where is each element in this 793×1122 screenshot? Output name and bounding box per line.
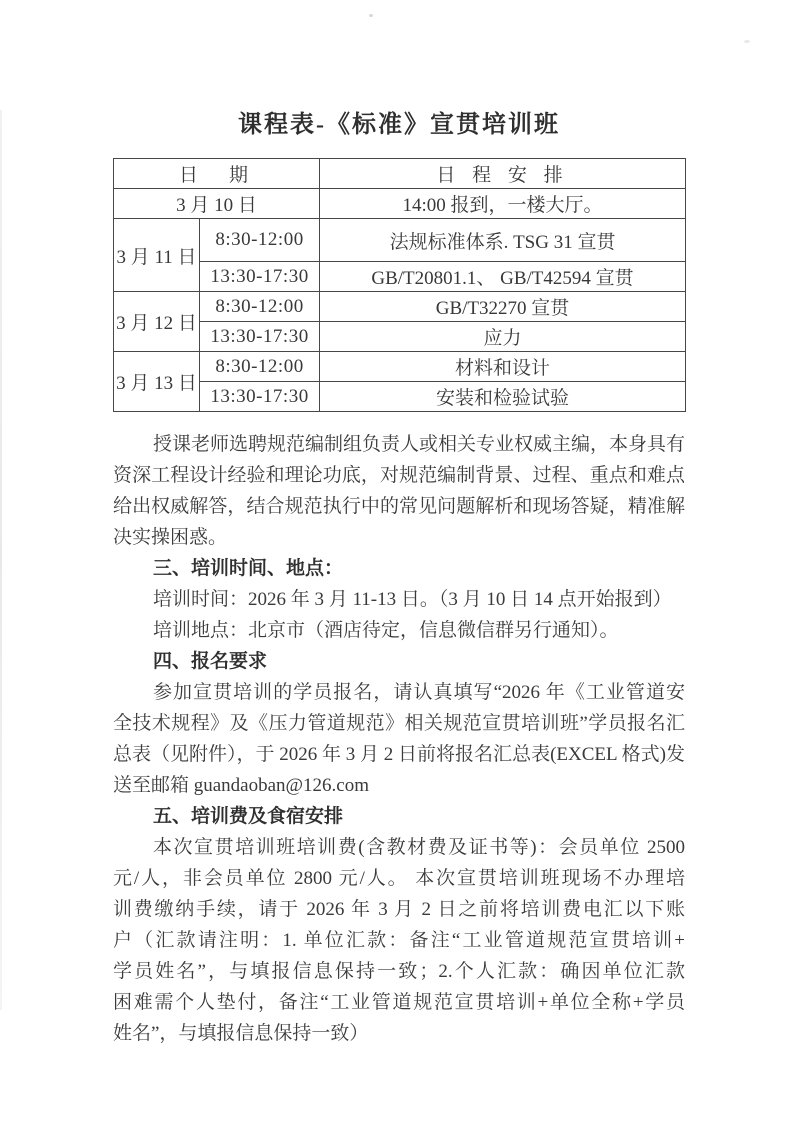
fees-line: 元/人，非会员单位 2800 元/人。 本次宣贯培训班现场不办理培 bbox=[113, 868, 685, 889]
fees-line: 户（汇款请注明：1. 单位汇款：备注“工业管道规范宣贯培训+ bbox=[113, 930, 685, 951]
session-time: 13:30-17:30 bbox=[200, 382, 320, 412]
session-time: 13:30-17:30 bbox=[200, 322, 320, 352]
training-place-line: 培训地点：北京市（酒店待定，信息微信群另行通知）。 bbox=[153, 620, 619, 641]
intro-line: 给出权威解答，结合规范执行中的常见问题解析和现场答疑，精准解 bbox=[113, 496, 685, 517]
fees-line: 训费缴纳手续，请于 2026 年 3 月 2 日之前将培训费电汇以下账 bbox=[113, 899, 685, 920]
fees-line: 困难需个人垫付，备注“工业管道规范宣贯培训+单位全称+学员 bbox=[113, 992, 685, 1013]
session-content: 材料和设计 bbox=[320, 352, 686, 382]
table-row bbox=[114, 189, 686, 219]
day-date: 3 月 11 日 bbox=[114, 219, 200, 292]
fees-line: 本次宣贯培训班培训费(含教材费及证书等)：会员单位 2500 bbox=[153, 837, 685, 858]
session-time: 8:30-12:00 bbox=[200, 219, 320, 262]
table-header-row bbox=[114, 159, 686, 189]
session-time: 8:30-12:00 bbox=[200, 352, 320, 382]
scan-speck bbox=[369, 14, 373, 17]
table-row bbox=[114, 352, 686, 382]
arrival-content: 14:00 报到，一楼大厅。 bbox=[320, 189, 686, 219]
header-agenda: 日 程 安 排 bbox=[320, 159, 686, 189]
intro-line: 决实操困惑。 bbox=[113, 527, 228, 548]
session-content: GB/T20801.1、 GB/T42594 宣贯 bbox=[320, 262, 686, 292]
table-row bbox=[114, 322, 686, 352]
registration-line: 参加宣贯培训的学员报名，请认真填写“2026 年《工业管道安 bbox=[153, 682, 685, 703]
registration-line: 总表（见附件），于 2026 年 3 月 2 日前将报名汇总表(EXCEL 格式)发 bbox=[113, 744, 685, 765]
arrival-date: 3 月 10 日 bbox=[114, 189, 320, 219]
training-time-line: 培训时间：2026 年 3 月 11-13 日。（3 月 10 日 14 点开始报到） bbox=[153, 589, 672, 610]
registration-email-line: 送至邮箱 guandaoban@126.com bbox=[113, 775, 370, 796]
header-date: 日 期 bbox=[114, 159, 320, 189]
table-row bbox=[114, 382, 686, 412]
day-date: 3 月 13 日 bbox=[114, 352, 200, 412]
section-heading-registration: 四、报名要求 bbox=[153, 651, 268, 672]
scan-edge-artifact bbox=[0, 110, 2, 1010]
fees-line: 学员姓名”，与填报信息保持一致；2.个人汇款：确因单位汇款 bbox=[113, 961, 685, 982]
intro-line: 资深工程设计经验和理论功底，对规范编制背景、过程、重点和难点 bbox=[113, 465, 685, 486]
table-row bbox=[114, 262, 686, 292]
scan-speck bbox=[744, 40, 750, 43]
registration-line: 全技术规程》及《压力管道规范》相关规范宣贯培训班”学员报名汇 bbox=[113, 713, 685, 734]
section-heading-time-place: 三、培训时间、地点： bbox=[153, 558, 344, 579]
document-content bbox=[113, 104, 685, 1049]
schedule-table bbox=[113, 158, 686, 412]
session-content: GB/T32270 宣贯 bbox=[320, 292, 686, 322]
fees-line: 姓名”，与填报信息保持一致） bbox=[113, 1023, 369, 1044]
intro-line: 授课老师选聘规范编制组负责人或相关专业权威主编，本身具有 bbox=[153, 434, 685, 455]
session-content: 应力 bbox=[320, 322, 686, 352]
page-title: 课程表-《标准》宣贯培训班 bbox=[238, 112, 560, 138]
body-text bbox=[113, 429, 685, 1049]
section-heading-fees: 五、培训费及食宿安排 bbox=[153, 806, 344, 827]
session-time: 13:30-17:30 bbox=[200, 262, 320, 292]
session-time: 8:30-12:00 bbox=[200, 292, 320, 322]
table-row bbox=[114, 292, 686, 322]
session-content: 安装和检验试验 bbox=[320, 382, 686, 412]
day-date: 3 月 12 日 bbox=[114, 292, 200, 352]
session-content: 法规标准体系. TSG 31 宣贯 bbox=[320, 219, 686, 262]
table-row bbox=[114, 219, 686, 262]
